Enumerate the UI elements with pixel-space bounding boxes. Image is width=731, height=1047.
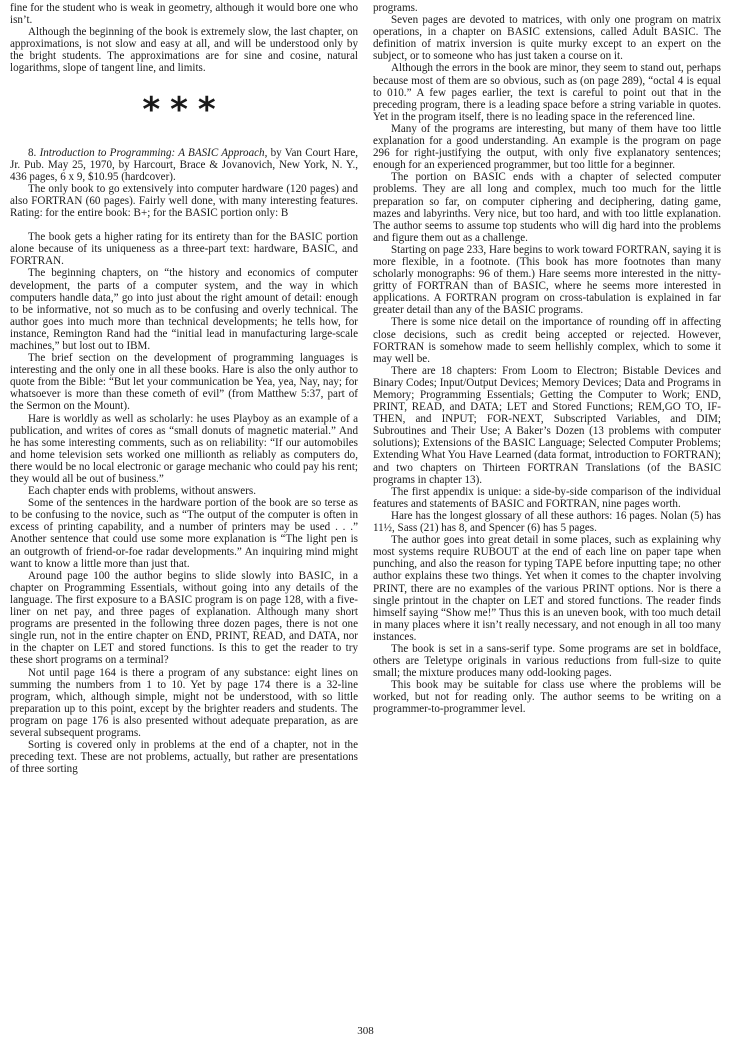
- book-entry-heading: [10, 147, 358, 183]
- paragraph: Hare is worldly as well as scholarly: he uses Playboy as an example of a publication, and writes of cores as “small donuts of magnetic material.” And he has some interesting comments, such as on reliability: “If our automobiles and home television sets worked one millionth as reliably as computers do, there would be no local electronic or garage mechanic who could pay his rent; they would all be out of business.”: [10, 412, 358, 485]
- section-separator: ***: [142, 89, 226, 130]
- paragraph: fine for the student who is weak in geometry, although it would bore one who isn’t.: [10, 2, 358, 27]
- paragraph: Each chapter ends with problems, without answers.: [28, 485, 256, 498]
- entry-summary: The only book to go extensively into computer hardware (120 pages) and also FORTRAN (60 pages). Fairly well done, with many interesting features. Rating: for the entire book: B+; for the BASIC portion only: B: [10, 182, 358, 220]
- paragraph: The portion on BASIC ends with a chapter of selected computer problems. They are all long and complex, much too much for the little preparation so far, on computer ciphering and deciphering, dating game, mazes and labyrinths. Very nice, but too hard, and with too little explanation. The author seems to assume top students who will dig hard into the problems and figure them out as a challenge.: [373, 171, 721, 244]
- paragraph: Around page 100 the author begins to slide slowly into BASIC, in a chapter on Programming Essentials, without going into any details of the language. The first exposure to a BASIC program is on page 128, with a five-liner on net pay, and three pages of explanation. Although many short programs are presented in the following three dozen pages, there is not one single run, not in the entire chapter on END, PRINT, READ, and DATA, nor in the chapter on LET and stored functions. Is this to get the reader to try these short programs on a terminal?: [10, 569, 358, 667]
- paragraph: Many of the programs are interesting, but many of them have too little explanation for a good understanding. An example is the program on page 296 for right-justifying the output, with only five explanatory sentences; enough for an experienced programmer, but too little for a beginner.: [373, 122, 721, 172]
- paragraph: Although the beginning of the book is extremely slow, the last chapter, on approximations, is not slow and easy at all, and will be understood only by the bright students. The approximations are for sine and cosine, natural logarithms, slope of tangent line, and limits.: [10, 26, 358, 75]
- paragraph: Although the errors in the book are minor, they seem to stand out, perhaps because most of them are so obvious, such as (on page 289), “octal 4 is equal to 010.” A few pages earlier, the text is careful to point out that in the preceding program, there is a leading space before a string variable in quotes. Yet in the program itself, there is no leading space in the referenced line.: [373, 62, 721, 123]
- entry-title: Introduction to Programming: A BASIC Approach: [39, 146, 265, 159]
- paragraph: Sorting is covered only in problems at the end of a chapter, not in the preceding text. These are not problems, actually, but rather are presentations of three sorting: [10, 739, 358, 776]
- paragraph: Hare has the longest glossary of all these authors: 16 pages. Nolan (5) has 11½, Sass (21) has 8, and Spencer (6) has 5 pages.: [373, 509, 721, 535]
- paragraph: The first appendix is unique: a side-by-side comparison of the individual features and statements of BASIC and FORTRAN, nine pages worth.: [373, 485, 721, 510]
- paragraph: This book may be suitable for class use where the problems will be worked, but not for reading only. The author seems to be writing on a programmer-to-programmer level.: [373, 679, 721, 716]
- paragraph: The author goes into great detail in some places, such as explaining why most systems require RUBOUT at the end of each line on paper tape when punching, and also the reason for typing TAPE before inputting tape; no other author explains these two things. Yet when it comes to the chapter involving PRINT, there are no examples of the various PRINT options. Nor is there a single printout in the chapter on LET and stored functions. The reader finds himself saying “Show me!” Thus this is an uneven book, with too much detail in many places where it isn’t really necessary, and not enough in all too many instances.: [373, 534, 721, 643]
- paragraph: Not until page 164 is there a program of any substance: eight lines on summing the numbers from 1 to 10. Yet by page 174 there is a 32-line program, which, although simple, might not be understood, with so little preparation up to this point, except by the brighter readers and students. The program on page 176 is also presented without adequate preparation, as are several subsequent programs.: [10, 666, 358, 739]
- paragraph: Some of the sentences in the hardware portion of the book are so terse as to be confusing to the novice, such as “The output of the computer is often in excess of printing capability, and a number of printers may be used . . .” Another sentence that could use some more explanation is “The light pen is an outgrowth of friend-or-foe radar developments.” An inquiring mind might want to know a little more than just that.: [10, 497, 358, 570]
- paragraph: The book gets a higher rating for its entirety than for the BASIC portion alone because of its uniqueness as a three-part text: hardware, BASIC, and FORTRAN.: [10, 231, 358, 268]
- right-column: [373, 2, 721, 716]
- paragraph: The book is set in a sans-serif type. Some programs are set in boldface, others are Teletype originals in various reductions from full-size to quite small; the mixture produces many odd-looking pages.: [373, 642, 721, 680]
- paragraph: programs.: [373, 2, 418, 14]
- paragraph: There is some nice detail on the importance of rounding off in affecting close decisions, such as credit being accepted or rejected. However, FORTRAN is somehow made to seem hellishly complex, which to some it may well be.: [373, 316, 721, 365]
- paragraph: Seven pages are devoted to matrices, with only one program on matrix operations, in a chapter on BASIC extensions, called Adult BASIC. The definition of matrix inversion is quite murky except to an expert on the subject, or to someone who has just taken a course on it.: [373, 14, 721, 63]
- paragraph: Starting on page 233, Hare begins to work toward FORTRAN, saying it is more flexible, in a footnote. (This book has more footnotes than many scholarly monographs: 96 of them.) Hare seems more interested in the nitty-gritty of FORTRAN than of BASIC, where he seems more interested in applications. A FORTRAN program on cross-tabulation is explained in far greater detail than any of the BASIC programs.: [373, 243, 721, 317]
- paragraph: There are 18 chapters: From Loom to Electron; Bistable Devices and Binary Codes; Input/Output Devices; Memory Devices; Data and Programs in Memory; Programming Essentials; Getting the Computer to Work; END, PRINT, READ, and DATA; LET and Stored Functions; REM,GO TO, IF-THEN, and INPUT; FOR-NEXT, Subscripted Variables, and DIM; Subroutines and Their Use; A Baker’s Dozen (13 problems with computer solutions); Extensions of the BASIC Language; Selected Computer Problems; Extending What You Have Learned (data format, introduction to FORTRAN); and two chapters on Thirteen FORTRAN Translations (of the BASIC programs in chapter 13).: [373, 364, 721, 486]
- entry-details: , by Van Court Hare, Jr. Pub. May 25, 1970, by Harcourt, Brace & Jovanovich, New York, N. Y., 436 pages, 6 x 9, $10.95 (hardcover).: [10, 146, 359, 183]
- page-number: 308: [357, 1025, 374, 1037]
- entry-number: 8.: [28, 146, 37, 159]
- left-column: [10, 2, 358, 775]
- paragraph: The beginning chapters, on “the history and economics of computer development, the parts of a computer system, and the way in which computers handle data,” go into just about the right amount of detail: enough to be informative, not so much as to be confusing and overly technical. The author goes into much more than technical developments; he tells how, for instance, Remington Rand had the “initial lead in manufacturing large-scale machines,” but lost out to IBM.: [10, 267, 358, 352]
- paragraph: The brief section on the development of programming languages is interesting and the only one in all these books. Hare is also the only author to quote from the Bible: “But let your communication be Yea, yea, Nay, nay; for whatsoever is more than these cometh of evil” (from Matthew 5:37, part of the Sermon on the Mount).: [10, 352, 358, 413]
